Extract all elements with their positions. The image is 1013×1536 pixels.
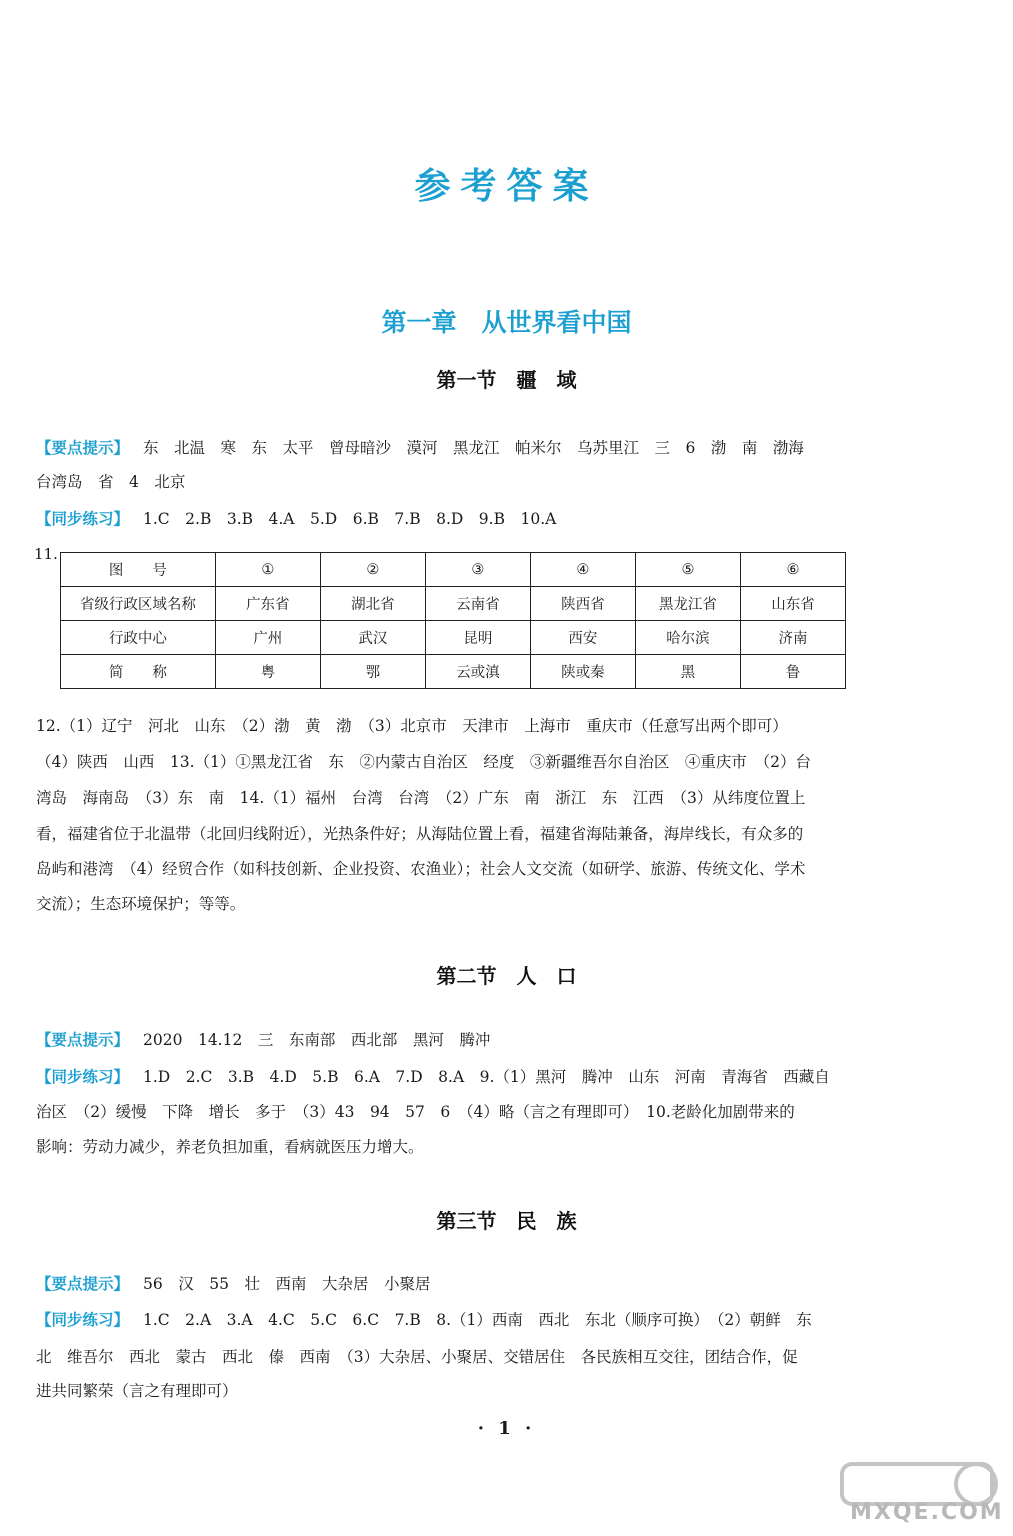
table-cell: 鲁 <box>740 655 845 689</box>
tag-label: 【要点提示】 <box>36 1274 130 1293</box>
table-cell: 简 称 <box>61 655 216 689</box>
table-cell: ① <box>215 553 320 587</box>
tag-label: 【同步练习】 <box>36 1067 130 1086</box>
tag-label: 【要点提示】 <box>36 1030 130 1049</box>
table-cell: 陕西省 <box>530 587 635 621</box>
answer-text: 治区 （2）缓慢 下降 增长 多于 （3）43 94 57 6 （4）略（言之有理即可） 10.老龄化加剧带来的 <box>36 1103 795 1121</box>
table-cell: 黑龙江省 <box>635 587 740 621</box>
answer-text: 台湾岛 省 4 北京 <box>36 473 186 491</box>
answer-text: 1.C 2.B 3.B 4.A 5.D 6.B 7.B 8.D 9.B 10.A <box>143 510 557 528</box>
table-cell: 粤 <box>215 655 320 689</box>
answer-text: 岛屿和港湾 （4）经贸合作（如科技创新、企业投资、农渔业）；社会人文交流（如研学、旅游、传统文化、学术 <box>36 860 806 878</box>
answer-line <box>36 1029 986 1051</box>
table-row <box>61 621 846 655</box>
table-cell: ⑤ <box>635 553 740 587</box>
answer-line <box>36 858 986 880</box>
table-cell: ③ <box>425 553 530 587</box>
answer-text: 进共同繁荣（言之有理即可） <box>36 1382 238 1400</box>
table-row <box>61 655 846 689</box>
table-cell: 广州 <box>215 621 320 655</box>
answer-text: （4）陕西 山西 13.（1）①黑龙江省 东 ②内蒙古自治区 经度 ③新疆维吾尔自治区 ④重庆市 （2）台 <box>36 753 811 771</box>
answer-line <box>36 751 986 773</box>
table-cell: 云南省 <box>425 587 530 621</box>
watermark-text: MXQE.COM <box>850 1500 1004 1525</box>
answer-line <box>36 1380 986 1402</box>
table-cell: 省级行政区域名称 <box>61 587 216 621</box>
question-11-label: 11. <box>34 545 58 563</box>
table-cell: 广东省 <box>215 587 320 621</box>
table-cell: 黑 <box>635 655 740 689</box>
section-title-3: 第三节 民 族 <box>436 1209 577 1233</box>
table-cell: 陕或秦 <box>530 655 635 689</box>
table-cell: ⑥ <box>740 553 845 587</box>
table-row <box>61 553 846 587</box>
answer-text: 1.C 2.A 3.A 4.C 5.C 6.C 7.B 8.（1）西南 西北 东北（顺序可换） （2）朝鲜 东 <box>143 1311 812 1329</box>
answer-line <box>36 1273 986 1295</box>
answer-text: 北 维吾尔 西北 蒙古 西北 傣 西南 （3）大杂居、小聚居、交错居住 各民族相互交往，团结合作，促 <box>36 1348 798 1366</box>
answer-text: 影响：劳动力减少，养老负担加重，看病就医压力增大。 <box>36 1138 424 1156</box>
table-cell: ② <box>320 553 425 587</box>
answer-line <box>36 508 986 530</box>
section-title-1: 第一节 疆 域 <box>436 368 577 392</box>
table-cell: 济南 <box>740 621 845 655</box>
table-cell: 武汉 <box>320 621 425 655</box>
table-cell: 鄂 <box>320 655 425 689</box>
tag-label: 【同步练习】 <box>36 1310 130 1329</box>
answer-line <box>36 893 986 915</box>
answer-line <box>36 471 986 493</box>
answer-text: 东 北温 寒 东 太平 曾母暗沙 漠河 黑龙江 帕米尔 乌苏里江 三 6 渤 南 渤海 <box>143 439 804 457</box>
table-cell: 哈尔滨 <box>635 621 740 655</box>
answer-line <box>36 437 986 459</box>
chapter-title: 第一章 从世界看中国 <box>381 308 632 337</box>
table-cell: 西安 <box>530 621 635 655</box>
page-title: 参考答案 <box>414 166 599 207</box>
table-cell: ④ <box>530 553 635 587</box>
tag-label: 【同步练习】 <box>36 509 130 528</box>
answer-text: 看，福建省位于北温带（北回归线附近），光热条件好；从海陆位置上看，福建省海陆兼备，海岸线长，有众多的 <box>36 825 804 843</box>
table-cell: 行政中心 <box>61 621 216 655</box>
table-row <box>61 587 846 621</box>
answer-line <box>36 715 986 737</box>
section-title-2: 第二节 人 口 <box>436 964 577 988</box>
answer-line <box>36 1066 986 1088</box>
answer-line <box>36 1136 986 1158</box>
answer-text: 交流）；生态环境保护；等等。 <box>36 895 246 913</box>
tag-label: 【要点提示】 <box>36 438 130 457</box>
table-cell: 图 号 <box>61 553 216 587</box>
table-cell: 湖北省 <box>320 587 425 621</box>
page-number: · 1 · <box>477 1418 536 1439</box>
answer-text: 12.（1）辽宁 河北 山东 （2）渤 黄 渤 （3）北京市 天津市 上海市 重庆市（任意写出两个即可） <box>36 717 788 735</box>
answer-text: 2020 14.12 三 东南部 西北部 黑河 腾冲 <box>143 1031 491 1049</box>
answer-text: 1.D 2.C 3.B 4.D 5.B 6.A 7.D 8.A 9.（1）黑河 腾冲 山东 河南 青海省 西藏自 <box>143 1068 830 1086</box>
answer-line <box>36 1309 986 1331</box>
table-cell: 云或滇 <box>425 655 530 689</box>
answer-table <box>60 552 846 689</box>
answer-line <box>36 787 986 809</box>
answer-text: 湾岛 海南岛 （3）东 南 14.（1）福州 台湾 台湾 （2）广东 南 浙江 东 江西 （3）从纬度位置上 <box>36 789 806 807</box>
answer-line <box>36 1346 986 1368</box>
answer-line <box>36 823 986 845</box>
answer-line <box>36 1101 986 1123</box>
table-cell: 昆明 <box>425 621 530 655</box>
table-cell: 山东省 <box>740 587 845 621</box>
answer-text: 56 汉 55 壮 西南 大杂居 小聚居 <box>143 1275 431 1293</box>
